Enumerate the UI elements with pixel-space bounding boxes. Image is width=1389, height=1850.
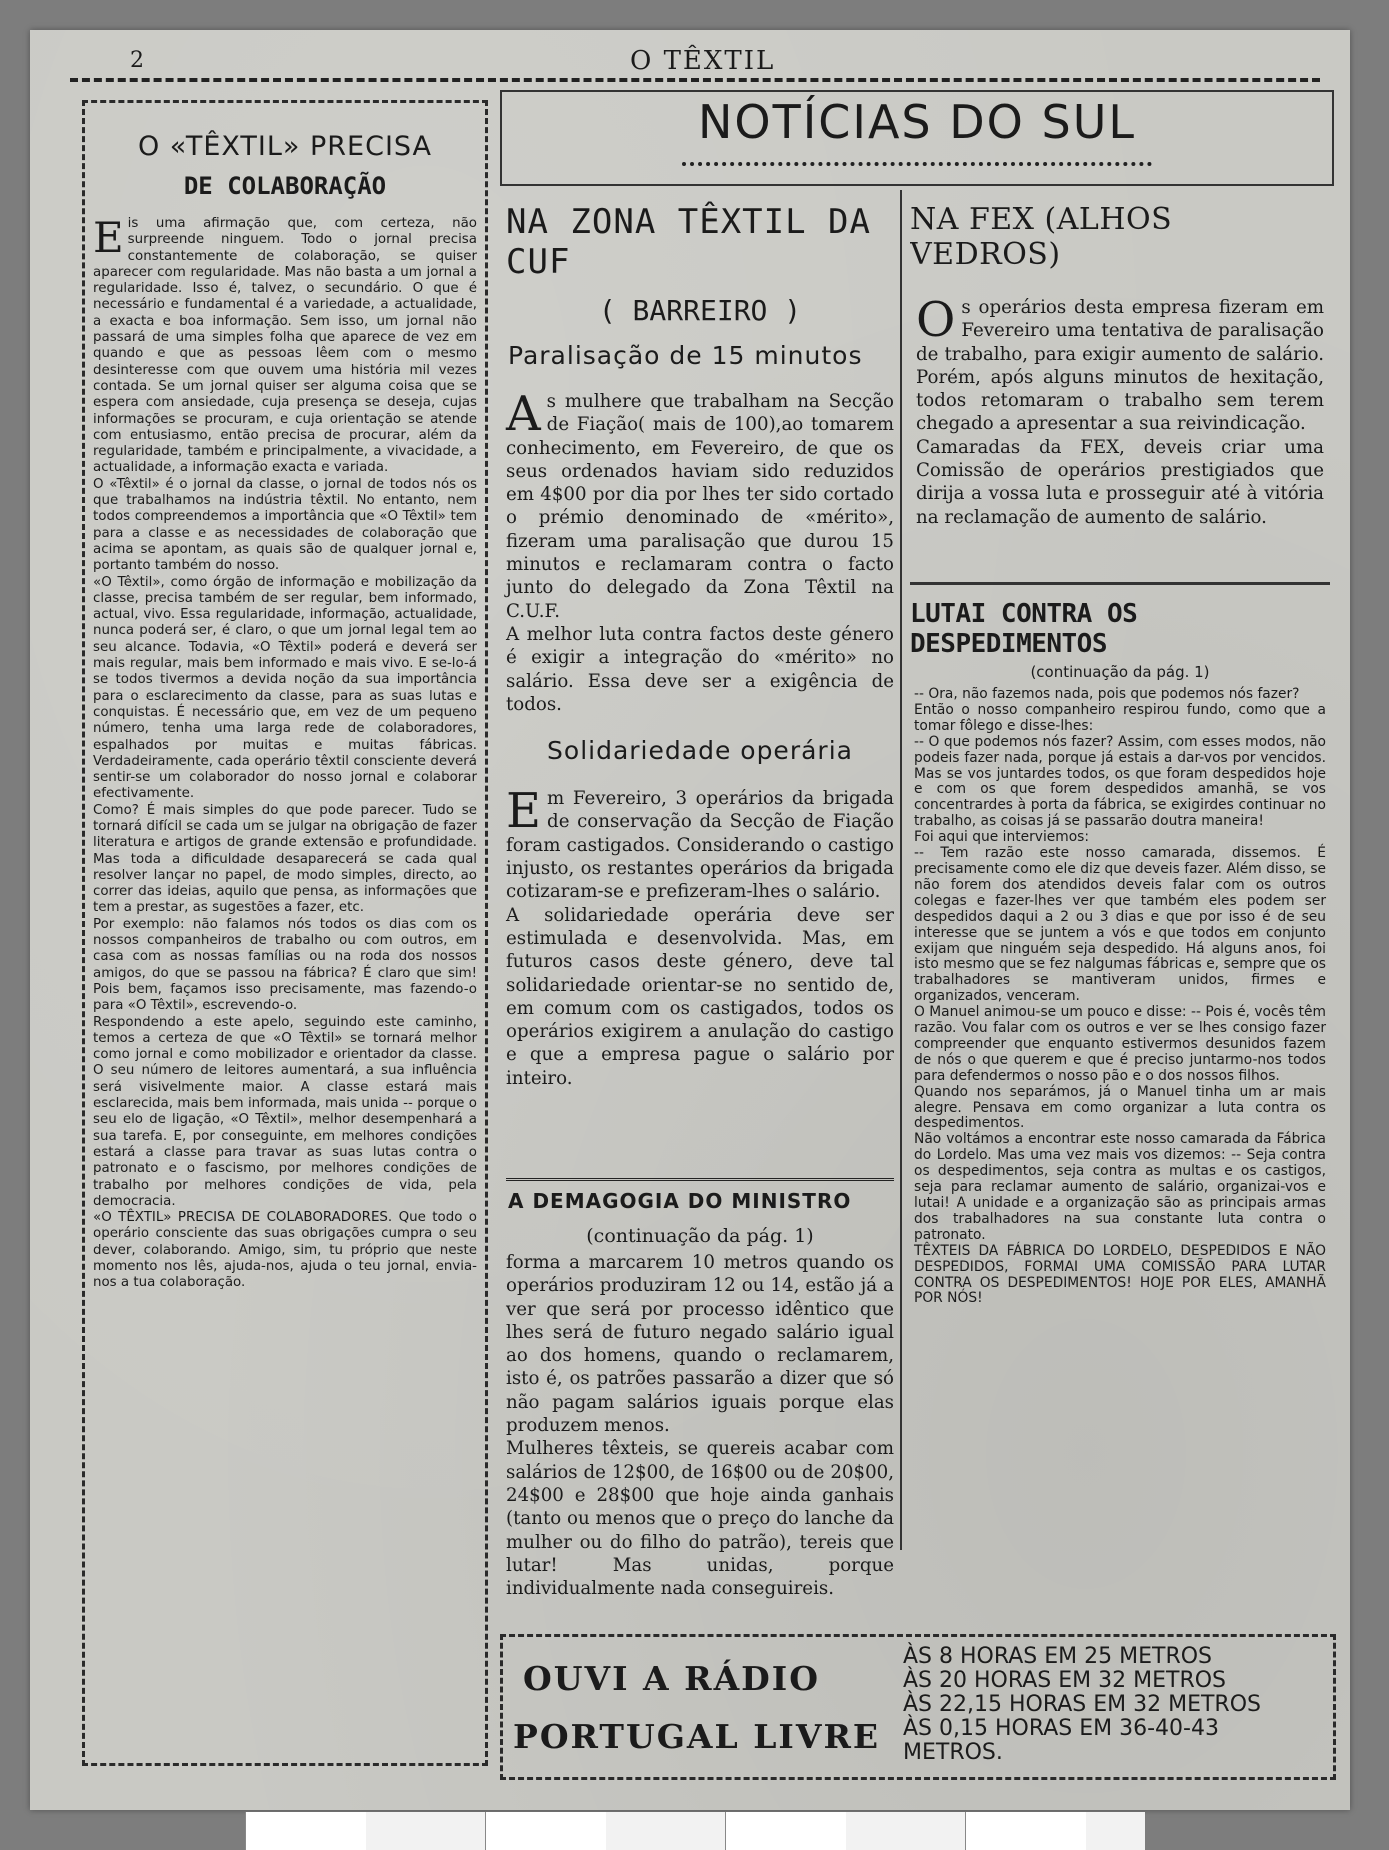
drop-cap: E xyxy=(93,213,124,262)
paragraph: Camaradas da FEX, deveis criar uma Comissão de operários prestigiados que dirija a vossa luta e prosseguir até à vitória na reclamação de aumento de salário. xyxy=(916,436,1324,528)
article-subtitle: DE COLABORAÇÃO xyxy=(183,172,387,200)
scale-segment xyxy=(485,1812,606,1850)
article-title: LUTAI CONTRA OS DESPEDIMENTOS xyxy=(910,599,1138,659)
radio-line-2: PORTUGAL LIVRE xyxy=(513,1717,881,1756)
broadcast-time: ÀS 0,15 HORAS EM 36-40-43 METROS. xyxy=(903,1716,1219,1765)
paragraph: Por exemplo: não falamos nós todos os dias com os nossos companheiros de trabalho ou com outros, em casa com as nossas famílias ou na roda dos nossos amigos, do que se passou na fábrica? É claro que sim! Pois bem, façamos isso precisamente, mas fazendo-o para «O Têxtil», escrevendo-o. xyxy=(93,916,477,1014)
article-colaboracao xyxy=(82,100,488,1766)
broadcast-time: ÀS 20 HORAS EM 32 METROS xyxy=(903,1668,1227,1693)
section-banner xyxy=(500,90,1334,186)
paragraph: -- Tem razão este nosso camarada, dissemos. É precisamente como ele diz que deveis fazer. Além disso, se não forem dos atendidos deveis falar com os outros colegas e fazer-lhes ver que também eles podem ser despedidos daqui a 2 ou 3 dias e que por isso é de seu interesse que se juntem a vós e que todos em conjunto exijam que ninguém seja despedido. Há alguns anos, foi isto mesmo que se fez nalgumas fábricas e, sempre que os trabalhadores se mantiveram unidos, firmes e organizados, venceram. xyxy=(914,845,1326,1005)
paragraph: Eis uma afirmação que, com certeza, não surpreende ninguem. Todo o jornal precisa constantemente de colaboração, se quiser aparecer com regularidade. Mas não basta a um jornal a regularidade. Isso é, talvez, o secundário. O que é necessário e fundamental é a variedade, a actualidade, a exacta e boa informação. Sem isso, um jornal não passará de uma simples folha que aparece de vez em quando e que as pessoas lêem com o mesmo desinteresse com que ouvem uma história mil vezes contada. Se um jornal quiser ser alguma coisa que se espera com ansiedade, cuja presença se deseja, cujas informações se procuram, e cuja orientação se atende com entusiasmo, então precisa de procurar, além da regularidade, também e principalmente, a vivacidade, a actualidade, a informação exacta e variada. xyxy=(93,213,477,476)
paragraph: Quando nos separámos, já o Manuel tinha um ar mais alegre. Pensava em como organizar a luta contra os despedimentos. xyxy=(914,1083,1326,1132)
article-title: O «TÊXTIL» PRECISA xyxy=(137,131,433,162)
scale-segment xyxy=(965,1812,1086,1850)
paragraph: Respondendo a este apelo, seguindo este caminho, temos a certeza de que «O Têxtil» se tornará melhor como jornal e como mobilizador e orientador da classe. O seu número de leitores aumentará, a sua influência será visivelmente maior. A classe estará mais esclarecida, mais bem informada, mais unida -- porque o seu elo de ligação, «O Têxtil», melhor desempenhará a sua tarefa. E, por conseguinte, em melhores condições estará a classe para travar as suas lutas contra o patronato e o fascismo, por melhores condições de trabalho por melhores condições de vida, pela democracia. xyxy=(93,1014,477,1209)
paragraph: As mulhere que trabalham na Secção de Fiação( mais de 100),ao tomarem conhecimento, em Fevereiro, de que os seus ordenados haviam sido reduzidos em 4$00 por dia por lhes ter sido cortado o prémio denominado de «mérito», fizeram uma paralisação que durou 15 minutos e reclamaram contra o facto junto do delegado da Zona Têxtil na C.U.F. xyxy=(506,386,894,622)
paragraph: O «Têxtil» é o jornal da classe, o jornal de todos nós os que trabalhamos na indústria têxtil. No entanto, nem todos compreendemos a importância que «O Têxtil» tem para a classe e as necessidades de colaboração que acima se apontam, as quais são de qualquer jornal e, portanto também do nosso. xyxy=(93,476,477,574)
broadcast-time: ÀS 22,15 HORAS EM 32 METROS xyxy=(903,1692,1261,1717)
broadcast-time: ÀS 8 HORAS EM 25 METROS xyxy=(903,1644,1213,1669)
scale-segment xyxy=(245,1812,366,1850)
article-despedimentos xyxy=(910,582,1330,1625)
page-header xyxy=(130,40,1330,80)
banner-rule xyxy=(682,162,1152,166)
paragraph: Foi aqui que interviemos: xyxy=(914,829,1090,846)
continued-note: (continuação da pág. 1) xyxy=(586,1225,814,1247)
paragraph: «O TÊXTIL» PRECISA DE COLABORADORES. Que todo o operário consciente das suas obrigações cumpra o seu dever, colaborando. Amigo, sim, tu próprio que neste momento nos lês, ajuda-nos, ajuda o teu jornal, envia-nos a tua colaboração. xyxy=(93,1210,477,1291)
paragraph: Mulheres têxteis, se quereis acabar com salários de 12$00, de 16$00 ou de 20$00, 24$00 e 28$00 que hoje ainda ganhais (tanto ou menos que o preço do lanche da mulher ou do filho do patrão), tereis que lutar! Mas unidas, porque individualmente nada conseguireis. xyxy=(506,1438,894,1600)
header-rule xyxy=(70,78,1320,82)
article-place: ( BARREIRO ) xyxy=(598,294,802,327)
paragraph: TÊXTEIS DA FÁBRICA DO LORDELO, DESPEDIDOS E NÃO DESPEDIDOS, FORMAI UMA COMISSÃO PARA LUTAR CONTRA OS DESPEDIMENTOS! HOJE POR ELES, AMANHÃ POR NÓS! xyxy=(914,1242,1326,1307)
paragraph: A melhor luta contra factos deste género é exigir a integração do «mérito» no salário. Essa deve ser a exigência de todos. xyxy=(506,623,894,715)
radio-advert xyxy=(500,1634,1336,1780)
measurement-scale xyxy=(245,1812,1145,1850)
newspaper-title: O TÊXTIL xyxy=(630,46,776,76)
paragraph: forma a marcarem 10 metros quando os operários produziram 12 ou 14, estão já a ver que será por processo idêntico que lhes será de futuro negado salário igual ao dos homens, quando o reclamarem, isto é, os patrões passarão a dizer que só não pagam salários iguais porque elas produzem menos. xyxy=(506,1252,894,1437)
newspaper-page xyxy=(30,30,1350,1810)
drop-cap: A xyxy=(506,386,541,442)
paragraph: Não voltámos a encontrar este nosso camarada da Fábrica do Lordelo. Mas uma vez mais vos dizemos: -- Seja contra os despedimentos, seja contra as multas e os castigos, seja para reclamar aumento de salário, organizai-vos e lutai! A unidade e a organização são as principais armas dos trabalhadores na sua constante luta contra o patronato. xyxy=(914,1131,1326,1243)
article-fex xyxy=(910,190,1330,570)
broadcast-times xyxy=(903,1645,1323,1765)
paragraph: -- Ora, não fazemos nada, pois que podemos nós fazer? xyxy=(914,686,1300,702)
article-title: A DEMAGOGIA DO MINISTRO xyxy=(508,1189,852,1213)
drop-cap: E xyxy=(506,783,542,840)
paragraph: Os operários desta empresa fizeram em Fevereiro uma tentativa de paralisação de trabalho, para exigir aumento de salário. Porém, após alguns minutos de hexitação, todos retomaram o trabalho sem terem chegado a apresentar a sua reivindicação. xyxy=(916,292,1324,435)
paragraph: «O Têxtil», como órgão de informação e mobilização da classe, precisa também de ser regular, bem informado, actual, vivo. Essa regularidade, informação, actualidade, nunca poderá ser, é claro, o que um jornal legal tem ao seu alcance. Todavia, «O Têxtil» poderá e deverá ser mais regular, mais bem informado e mais vivo. E se-lo-á se todos tivermos a devida noção da sua importância para o esclarecimento da classe, para as suas lutas e conquistas. É necessário que, em vez de um pequeno número, tenha uma larga rede de colaboradores, espalhados por muitas e muitas fábricas. Verdadeiramente, cada operário têxtil consciente deverá sentir-se um colaborador do nosso jornal e colaborar efectivamente. xyxy=(93,574,477,802)
paragraph: Como? É mais simples do que pode parecer. Tudo se tornará difícil se cada um se julgar na obrigação de fazer literatura e artigos de grande extensão e profundidade. Mas toda a dificuldade desaparecerá se cada qual resolver lançar no papel, de modo simples, directo, ao correr das ideias, aquilo que pensa, as informações que tem a prestar, as sugestões a fazer, etc. xyxy=(93,802,477,916)
divider xyxy=(506,1178,894,1181)
radio-line-1: OUVI A RÁDIO xyxy=(523,1659,820,1698)
drop-cap: O xyxy=(916,292,956,348)
paragraph: A solidariedade operária deve ser estimulada e desenvolvida. Mas, em futuros casos deste género, deve tal solidariedade orientar-se no sentido de, em comum com os castigados, todos os operários exigirem a anulação do castigo e que a empresa pague o salário por inteiro. xyxy=(506,904,894,1089)
article-kicker: NA FEX (ALHOS VEDROS) xyxy=(910,202,1173,272)
paragraph: O Manuel animou-se um pouco e disse: -- Pois é, vocês têm razão. Vou falar com os outros e ver se lhes consigo fazer compreender que enquanto estivermos desunidos fazem de nós o que querem e que é preciso juntarmo-nos todos para defendermos o nosso pão e o dos nossos filhos. xyxy=(914,1004,1326,1084)
section-title: NOTÍCIAS DO SUL xyxy=(697,95,1136,149)
paragraph: -- O que podemos nós fazer? Assim, com esses modos, não podeis fazer nada, porque já estais a dar-vos por vencidos. Mas se vos juntardes todos, os que foram despedidos hoje e com os que forem despedidos amanhã, se vos concentrardes à porta da fábrica, se exigirdes continuar no trabalho, as coisas já se passarão doutra maneira! xyxy=(914,733,1326,830)
article-headline: Paralisação de 15 minutos xyxy=(508,341,863,370)
article-headline: Solidariedade operária xyxy=(547,736,853,766)
scale-segment xyxy=(725,1812,846,1850)
continued-note: (continuação da pág. 1) xyxy=(1030,663,1210,681)
paragraph: Em Fevereiro, 3 operários da brigada de conservação da Secção de Fiação foram castigados. Considerando o castigo injusto, os restantes operários da brigada cotizaram-se e prefizeram-lhes o salário. xyxy=(506,783,894,903)
article-kicker: NA ZONA TÊXTIL DA CUF xyxy=(506,202,871,282)
article-demagogia xyxy=(500,1170,900,1600)
paragraph: Então o nosso companheiro respirou fundo, como que a tomar fôlego e disse-lhes: xyxy=(914,701,1326,734)
page-number: 2 xyxy=(130,48,144,73)
